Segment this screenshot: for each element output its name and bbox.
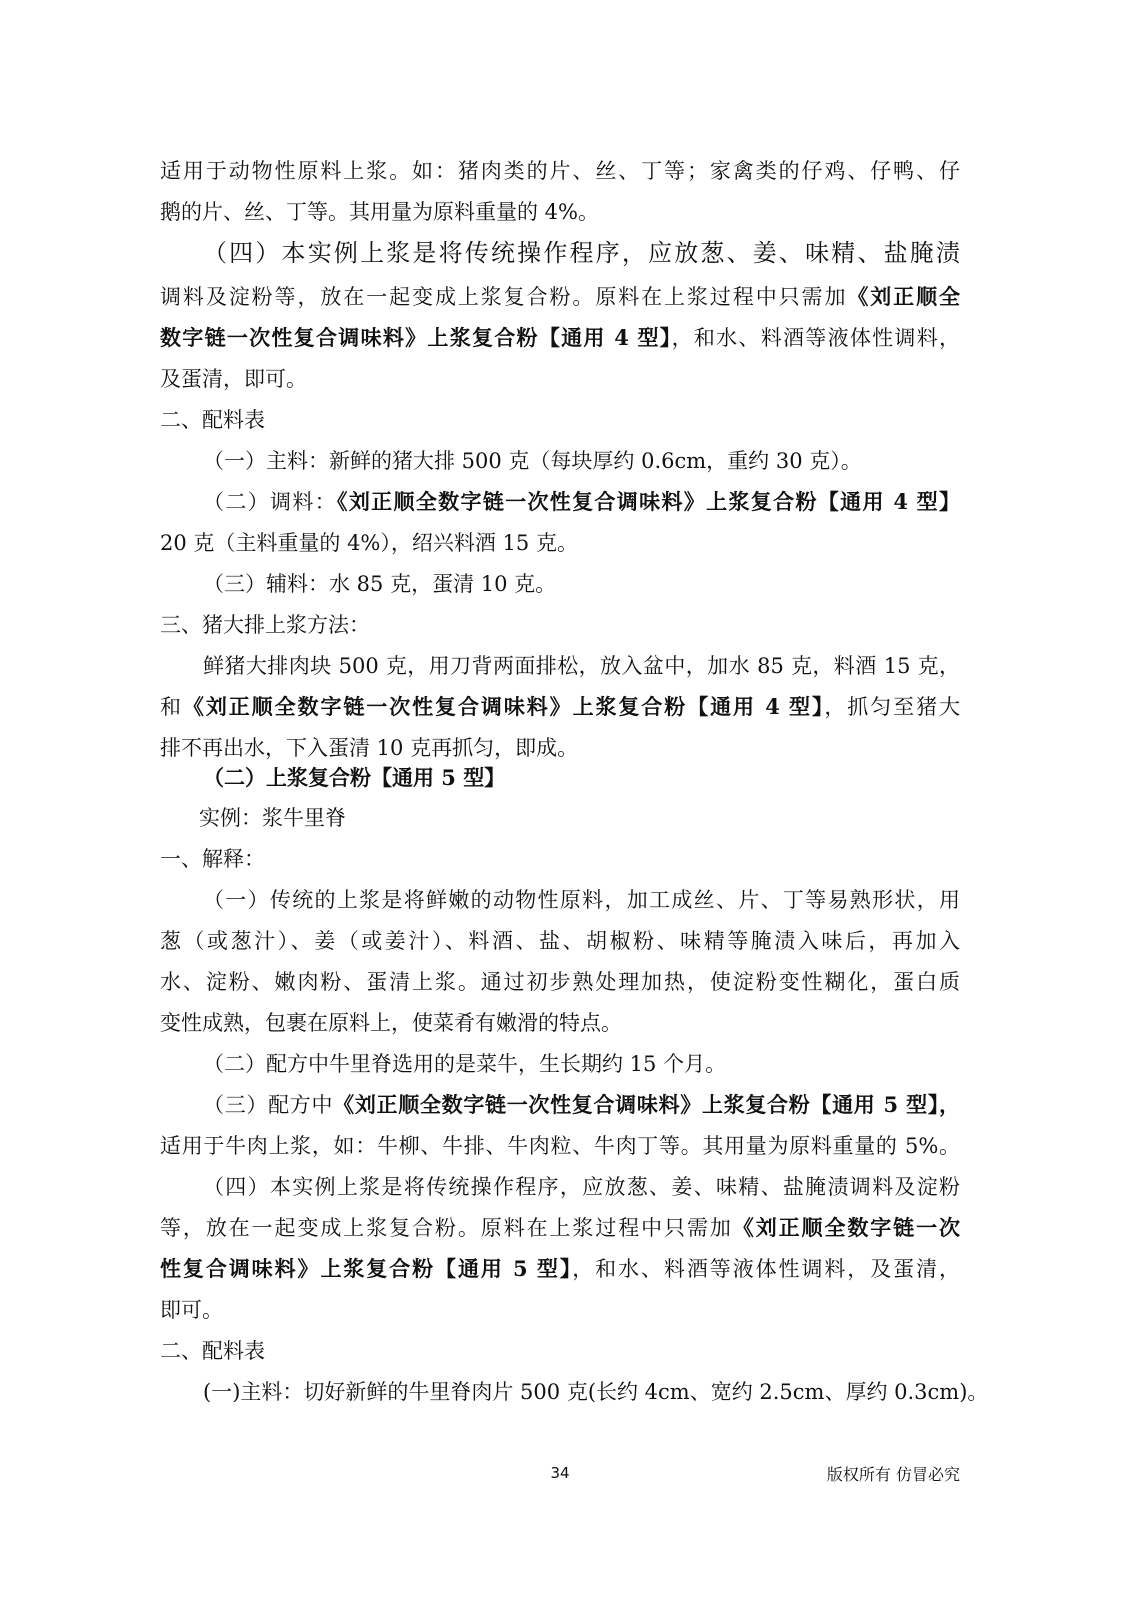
copyright-notice: 版权所有 仿冒必究: [826, 1465, 960, 1484]
text-line: [160, 967, 960, 997]
text-line: [203, 1377, 989, 1407]
text-line: [160, 364, 960, 394]
subsection-heading: [203, 763, 960, 793]
text-segment: （一）传统的上浆是将鲜嫩的动物性原料，加工成丝、片、丁等易熟形状，用: [203, 888, 960, 912]
section-heading: [160, 1336, 960, 1366]
text-segment: （四）本实例上浆是将传统操作程序，应放葱、姜、味精、盐腌渍: [203, 239, 960, 267]
text-line: [160, 1131, 960, 1161]
text-line: [203, 569, 960, 599]
text-segment: ，和水、料酒等液体性调料，及蛋清，: [572, 1257, 960, 1281]
text-line: [160, 1295, 960, 1325]
section-heading: [160, 610, 960, 640]
text-line: [160, 692, 960, 722]
bold-text-segment: 《刘正顺全数字链一次性复合调味料》上浆复合粉【通用 4 型】: [182, 694, 825, 719]
text-segment: 及蛋清，即可。: [160, 367, 307, 391]
section-heading: [160, 405, 960, 435]
page-number: 34: [550, 1464, 570, 1482]
text-line: [203, 487, 960, 517]
text-segment: （二）调料：: [203, 490, 337, 514]
text-line: [160, 528, 960, 558]
text-segment: 变性成熟，包裹在原料上，使菜肴有嫩滑的特点。: [160, 1011, 622, 1035]
bold-text-segment: 《刘正顺全数字链一次性复合调味料》上浆复合粉【通用 4 型】: [337, 489, 961, 514]
text-segment: 二、配料表: [160, 1339, 265, 1363]
text-segment: 水、淀粉、嫩肉粉、蛋清上浆。通过初步熟处理加热，使淀粉变性糊化，蛋白质: [160, 970, 960, 994]
text-segment: ，抓匀至猪大: [824, 695, 960, 719]
section-heading: [160, 844, 960, 874]
text-segment: 即可。: [160, 1298, 223, 1322]
text-line: [160, 156, 960, 186]
text-line: [160, 197, 960, 227]
text-segment: 调料及淀粉等，放在一起变成上浆复合粉。原料在上浆过程中只需加: [160, 285, 848, 309]
text-line: [160, 323, 960, 353]
text-line: [203, 1049, 960, 1079]
text-segment: （一）主料：新鲜的猪大排 500 克（每块厚约 0.6cm，重约 30 克）。: [203, 449, 862, 473]
bold-text-segment: 《刘正顺全数字链一次: [732, 1215, 961, 1240]
bold-text-segment: 《刘正顺全: [847, 284, 961, 309]
text-line: [160, 1254, 960, 1284]
text-segment: 鹅的片、丝、丁等。其用量为原料重量的 4%。: [160, 200, 599, 224]
text-line: [203, 1172, 960, 1202]
text-segment: 实例：浆牛里脊: [199, 806, 346, 830]
text-segment: 一、解释：: [160, 847, 265, 871]
text-segment: 和: [160, 695, 183, 719]
text-segment: （三）辅料：水 85 克，蛋清 10 克。: [203, 572, 557, 596]
example-title: [199, 803, 999, 833]
text-line: [160, 926, 960, 956]
bold-text-segment: 《刘正顺全数字链一次性复合调味料》上浆复合粉【通用 5 型】，: [333, 1092, 961, 1117]
text-segment: 20 克（主料重量的 4%），绍兴料酒 15 克。: [160, 531, 578, 555]
text-line: [203, 885, 960, 915]
bold-text-segment: （二）上浆复合粉【通用 5 型】: [203, 765, 506, 790]
text-segment: 排不再出水，下入蛋清 10 克再抓匀，即成。: [160, 736, 579, 760]
text-segment: ，和水、料酒等液体性调料，: [671, 326, 960, 350]
text-line: [203, 238, 960, 268]
text-line: [203, 1090, 960, 1120]
text-segment: 适用于动物性原料上浆。如：猪肉类的片、丝、丁等；家禽类的仔鸡、仔鸭、仔: [160, 159, 960, 183]
text-line: [160, 1008, 960, 1038]
text-line: [160, 1213, 960, 1243]
text-line: [203, 651, 960, 681]
bold-text-segment: 数字链一次性复合调味料》上浆复合粉【通用 4 型】: [160, 325, 672, 350]
text-segment: 葱（或葱汁）、姜（或姜汁）、料酒、盐、胡椒粉、味精等腌渍入味后，再加入: [160, 929, 960, 953]
text-segment: 等，放在一起变成上浆复合粉。原料在上浆过程中只需加: [160, 1216, 733, 1240]
bold-text-segment: 性复合调味料》上浆复合粉【通用 5 型】: [160, 1256, 573, 1281]
text-segment: 适用于牛肉上浆，如：牛柳、牛排、牛肉粒、牛肉丁等。其用量为原料重量的 5%。: [160, 1134, 960, 1158]
text-segment: （三）配方中: [203, 1093, 334, 1117]
text-segment: 三、猪大排上浆方法：: [160, 613, 370, 637]
text-line: [160, 733, 960, 763]
text-segment: （二）配方中牛里脊选用的是菜牛，生长期约 15 个月。: [203, 1052, 727, 1076]
text-segment: 二、配料表: [160, 408, 265, 432]
text-line: [160, 282, 960, 312]
text-segment: 鲜猪大排肉块 500 克，用刀背两面排松，放入盆中，加水 85 克，料酒 15 克，: [203, 654, 960, 678]
text-segment: (一)主料：切好新鲜的牛里脊肉片 500 克(长约 4cm、宽约 2.5cm、厚约 0.3cm)。: [203, 1380, 989, 1404]
text-segment: （四）本实例上浆是将传统操作程序，应放葱、姜、味精、盐腌渍调料及淀粉: [203, 1175, 960, 1199]
text-line: [203, 446, 960, 476]
